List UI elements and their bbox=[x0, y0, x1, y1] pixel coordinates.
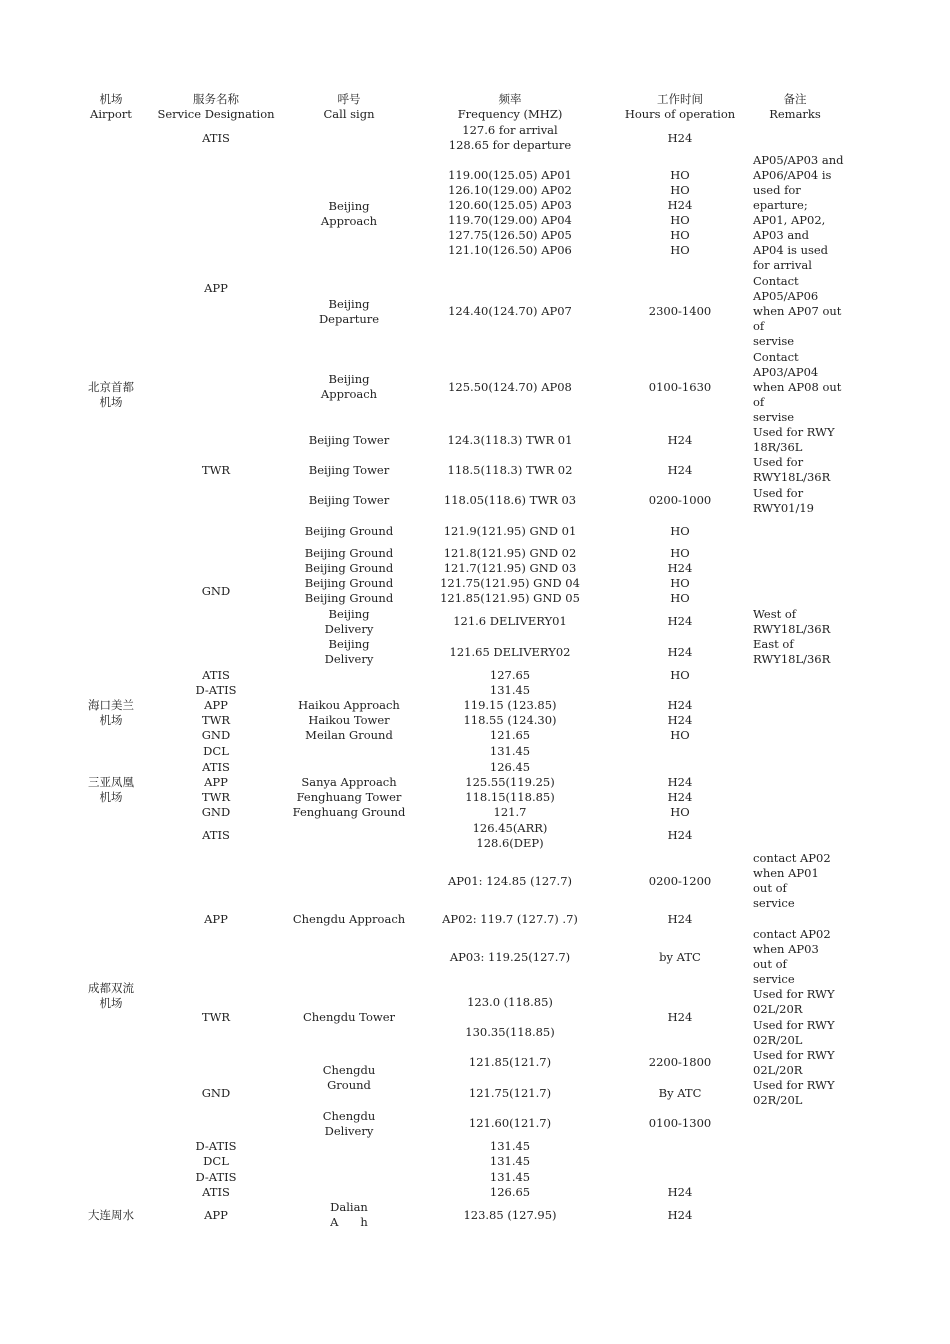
service-atis: ATIS bbox=[202, 828, 230, 842]
callsign: Beijing bbox=[328, 637, 370, 651]
remark: Contact bbox=[753, 274, 799, 288]
remark: eparture; bbox=[753, 198, 808, 212]
remark: Used for RWY bbox=[753, 1078, 835, 1092]
hours: H24 bbox=[667, 561, 693, 575]
callsign: Beijing bbox=[328, 372, 370, 386]
service-atis: ATIS bbox=[202, 760, 230, 774]
frequency: AP03: 119.25(127.7) bbox=[449, 950, 571, 964]
frequency: 119.70(129.00) AP04 bbox=[448, 213, 572, 227]
frequency: 131.45 bbox=[489, 1170, 531, 1184]
remark: AP01, AP02, bbox=[753, 213, 826, 227]
service-dcl: DCL bbox=[203, 744, 229, 758]
frequency: 126.45(ARR) bbox=[472, 821, 548, 835]
remark: contact AP02 bbox=[753, 927, 831, 941]
frequency: 121.85(121.7) bbox=[468, 1055, 552, 1069]
hours: HO bbox=[670, 728, 690, 742]
remark: used for bbox=[753, 183, 801, 197]
remark: for arrival bbox=[753, 258, 812, 272]
frequency: 121.85(121.95) GND 05 bbox=[440, 591, 580, 605]
hours: HO bbox=[670, 805, 690, 819]
service-d-atis: D-ATIS bbox=[195, 1170, 237, 1184]
header-callsign-en: Call sign bbox=[323, 107, 375, 121]
frequency: 126.10(129.00) AP02 bbox=[448, 183, 572, 197]
remark: out of bbox=[753, 957, 787, 971]
hours: by ATC bbox=[659, 950, 701, 964]
service-gnd: GND bbox=[201, 1086, 231, 1100]
hours: 0200-1000 bbox=[648, 493, 712, 507]
callsign: Delivery bbox=[324, 1124, 374, 1138]
remark: AP05/AP06 bbox=[753, 289, 819, 303]
callsign: Beijing Tower bbox=[308, 493, 390, 507]
service-twr: TWR bbox=[201, 1010, 231, 1024]
callsign: Beijing Ground bbox=[304, 576, 394, 590]
callsign: Chengdu bbox=[322, 1109, 376, 1123]
callsign: Dalian bbox=[330, 1200, 368, 1214]
remark: East of bbox=[753, 637, 794, 651]
remark: RWY01/19 bbox=[753, 501, 814, 515]
callsign: Beijing Ground bbox=[304, 524, 394, 538]
remark: 02R/20L bbox=[753, 1093, 803, 1107]
callsign: Beijing bbox=[328, 607, 370, 621]
service-app: APP bbox=[204, 912, 228, 926]
hours: H24 bbox=[667, 131, 693, 145]
frequency: 119.15 (123.85) bbox=[463, 698, 557, 712]
service-atis: ATIS bbox=[202, 668, 230, 682]
hours: 0100-1630 bbox=[648, 380, 712, 394]
airport-name: 北京首都 bbox=[88, 380, 134, 394]
frequency: AP02: 119.7 (127.7) .7) bbox=[442, 912, 578, 926]
remark: contact AP02 bbox=[753, 851, 831, 865]
frequency: 121.75(121.7) bbox=[468, 1086, 552, 1100]
remark: Used for RWY bbox=[753, 987, 835, 1001]
header-service-en: Service Designation bbox=[157, 107, 275, 121]
header-service-cn: 服务名称 bbox=[193, 92, 239, 106]
remark: servise bbox=[753, 334, 795, 348]
frequency: 118.05(118.6) TWR 03 bbox=[443, 493, 577, 507]
header-callsign-cn: 呼号 bbox=[337, 92, 361, 106]
service-atis: ATIS bbox=[202, 131, 230, 145]
frequency: 131.45 bbox=[489, 683, 531, 697]
hours: H24 bbox=[667, 775, 693, 789]
remark: servise bbox=[753, 410, 795, 424]
callsign: Approach bbox=[320, 214, 378, 228]
remark: AP03 and bbox=[753, 228, 809, 242]
frequency: 126.45 bbox=[489, 760, 531, 774]
hours: H24 bbox=[667, 198, 693, 212]
remark: AP04 is used bbox=[753, 243, 829, 257]
hours: HO bbox=[670, 546, 690, 560]
frequency: 121.8(121.95) GND 02 bbox=[443, 546, 577, 560]
hours: HO bbox=[670, 183, 690, 197]
hours: HO bbox=[670, 668, 690, 682]
hours: H24 bbox=[667, 1185, 693, 1199]
frequency: 121.7 bbox=[493, 805, 527, 819]
frequency: 118.55 (124.30) bbox=[463, 713, 557, 727]
remark: 02L/20R bbox=[753, 1002, 803, 1016]
remark: Used for bbox=[753, 486, 804, 500]
hours: HO bbox=[670, 243, 690, 257]
frequency: 125.55(119.25) bbox=[465, 775, 555, 789]
callsign: Sanya Approach bbox=[301, 775, 397, 789]
frequency: 131.45 bbox=[489, 744, 531, 758]
remark: AP03/AP04 bbox=[753, 365, 819, 379]
callsign: Beijing Tower bbox=[308, 463, 390, 477]
remark: 02L/20R bbox=[753, 1063, 803, 1077]
header-remarks-cn: 备注 bbox=[783, 92, 807, 106]
service-dcl: DCL bbox=[203, 1154, 229, 1168]
callsign: Beijing bbox=[328, 297, 370, 311]
callsign: Beijing bbox=[328, 199, 370, 213]
hours: HO bbox=[670, 524, 690, 538]
hours: By ATC bbox=[658, 1086, 702, 1100]
hours: 0100-1300 bbox=[648, 1116, 712, 1130]
frequency: 123.85 (127.95) bbox=[463, 1208, 557, 1222]
remark: Used for bbox=[753, 455, 804, 469]
hours: HO bbox=[670, 213, 690, 227]
frequency: 121.75(121.95) GND 04 bbox=[440, 576, 580, 590]
callsign: Haikou Tower bbox=[308, 713, 390, 727]
remark: AP05/AP03 and bbox=[753, 153, 844, 167]
remark: when AP01 bbox=[753, 866, 819, 880]
header-remarks-en: Remarks bbox=[769, 107, 821, 121]
remark: Used for RWY bbox=[753, 1048, 835, 1062]
frequency: AP01: 124.85 (127.7) bbox=[448, 874, 572, 888]
frequency: 121.65 bbox=[489, 728, 531, 742]
callsign: Fenghuang Ground bbox=[292, 805, 406, 819]
remark: AP06/AP04 is bbox=[753, 168, 832, 182]
service-gnd: GND bbox=[201, 728, 231, 742]
callsign: Chengdu bbox=[322, 1063, 376, 1077]
remark: Contact bbox=[753, 350, 799, 364]
frequency: 118.5(118.3) TWR 02 bbox=[447, 463, 573, 477]
hours: 2200-1800 bbox=[648, 1055, 712, 1069]
hours: H24 bbox=[667, 790, 693, 804]
hours: H24 bbox=[667, 1208, 693, 1222]
header-airport-cn: 机场 bbox=[99, 92, 123, 106]
frequency: 124.3(118.3) TWR 01 bbox=[447, 433, 573, 447]
remark: when AP03 bbox=[753, 942, 819, 956]
airport-name: 机场 bbox=[99, 996, 123, 1010]
frequency: 121.6 DELIVERY01 bbox=[453, 614, 567, 628]
callsign: Fenghuang Tower bbox=[296, 790, 402, 804]
service-gnd: GND bbox=[201, 584, 231, 598]
frequency: 121.60(121.7) bbox=[468, 1116, 552, 1130]
hours: H24 bbox=[667, 698, 693, 712]
callsign: A h bbox=[330, 1215, 368, 1229]
remark: service bbox=[753, 972, 795, 986]
service-atis: ATIS bbox=[202, 1185, 230, 1199]
frequency: 124.40(124.70) AP07 bbox=[448, 304, 572, 318]
frequency: 119.00(125.05) AP01 bbox=[448, 168, 572, 182]
callsign: Delivery bbox=[324, 652, 374, 666]
remark: RWY18L/36R bbox=[753, 622, 831, 636]
remark: West of bbox=[753, 607, 797, 621]
service-app: APP bbox=[204, 775, 228, 789]
hours: H24 bbox=[667, 614, 693, 628]
remark: RWY18L/36R bbox=[753, 470, 831, 484]
remark: 02R/20L bbox=[753, 1033, 803, 1047]
service-twr: TWR bbox=[201, 713, 231, 727]
header-frequency-cn: 频率 bbox=[498, 92, 522, 106]
service-d-atis: D-ATIS bbox=[195, 683, 237, 697]
frequency: 123.0 (118.85) bbox=[467, 995, 553, 1009]
service-gnd: GND bbox=[201, 805, 231, 819]
airport-name: 机场 bbox=[99, 713, 123, 727]
remark: Used for RWY bbox=[753, 1018, 835, 1032]
header-frequency-en: Frequency (MHZ) bbox=[457, 107, 563, 121]
callsign: Delivery bbox=[324, 622, 374, 636]
hours: H24 bbox=[667, 645, 693, 659]
hours: H24 bbox=[667, 463, 693, 477]
frequency: 128.65 for departure bbox=[448, 138, 572, 152]
frequency: 120.60(125.05) AP03 bbox=[448, 198, 572, 212]
frequency: 131.45 bbox=[489, 1154, 531, 1168]
remark: Used for RWY bbox=[753, 425, 835, 439]
frequency: 131.45 bbox=[489, 1139, 531, 1153]
frequency: 130.35(118.85) bbox=[465, 1025, 555, 1039]
callsign: Beijing Ground bbox=[304, 546, 394, 560]
remark: when AP08 out bbox=[753, 380, 842, 394]
remark: of bbox=[753, 319, 765, 333]
hours: H24 bbox=[667, 1010, 693, 1024]
service-app: APP bbox=[204, 698, 228, 712]
callsign: Haikou Approach bbox=[298, 698, 400, 712]
header-hours-en: Hours of operation bbox=[624, 107, 736, 121]
airport-name: 成都双流 bbox=[88, 981, 134, 995]
remark: RWY18L/36R bbox=[753, 652, 831, 666]
frequency: 127.65 bbox=[489, 668, 531, 682]
remark: when AP07 out bbox=[753, 304, 842, 318]
frequency: 121.9(121.95) GND 01 bbox=[443, 524, 577, 538]
hours: HO bbox=[670, 576, 690, 590]
frequency: 125.50(124.70) AP08 bbox=[448, 380, 572, 394]
callsign: Ground bbox=[327, 1078, 371, 1092]
airport-name: 海口美兰 bbox=[88, 698, 134, 712]
hours: HO bbox=[670, 168, 690, 182]
hours: H24 bbox=[667, 713, 693, 727]
frequency: 121.65 DELIVERY02 bbox=[449, 645, 571, 659]
remark: of bbox=[753, 395, 765, 409]
hours: 2300-1400 bbox=[648, 304, 712, 318]
hours: HO bbox=[670, 228, 690, 242]
remark: out of bbox=[753, 881, 787, 895]
frequency: 121.10(126.50) AP06 bbox=[448, 243, 572, 257]
service-d-atis: D-ATIS bbox=[195, 1139, 237, 1153]
callsign: Chengdu Tower bbox=[302, 1010, 396, 1024]
service-twr: TWR bbox=[201, 463, 231, 477]
callsign: Beijing Ground bbox=[304, 561, 394, 575]
hours: H24 bbox=[667, 828, 693, 842]
frequency: 128.6(DEP) bbox=[476, 836, 544, 850]
frequency: 121.7(121.95) GND 03 bbox=[443, 561, 577, 575]
hours: HO bbox=[670, 591, 690, 605]
hours: H24 bbox=[667, 912, 693, 926]
callsign: Meilan Ground bbox=[305, 728, 393, 742]
frequency: 118.15(118.85) bbox=[465, 790, 555, 804]
remark: 18R/36L bbox=[753, 440, 803, 454]
hours: H24 bbox=[667, 433, 693, 447]
callsign: Approach bbox=[320, 387, 378, 401]
airport-name: 机场 bbox=[99, 790, 123, 804]
callsign: Beijing Ground bbox=[304, 591, 394, 605]
airport-name: 机场 bbox=[99, 395, 123, 409]
airport-name: 三亚凤凰 bbox=[88, 775, 134, 789]
service-twr: TWR bbox=[201, 790, 231, 804]
callsign: Departure bbox=[318, 312, 380, 326]
remark: service bbox=[753, 896, 795, 910]
header-airport-en: Airport bbox=[90, 107, 132, 121]
service-app: APP bbox=[204, 281, 228, 295]
service-app: APP bbox=[204, 1208, 228, 1222]
frequency: 127.6 for arrival bbox=[462, 123, 558, 137]
callsign: Chengdu Approach bbox=[292, 912, 406, 926]
airport-name: 大连周水 bbox=[88, 1208, 134, 1222]
callsign: Beijing Tower bbox=[308, 433, 390, 447]
header-hours-cn: 工作时间 bbox=[657, 92, 703, 106]
frequency: 127.75(126.50) AP05 bbox=[448, 228, 572, 242]
hours: 0200-1200 bbox=[648, 874, 712, 888]
frequency: 126.65 bbox=[489, 1185, 531, 1199]
